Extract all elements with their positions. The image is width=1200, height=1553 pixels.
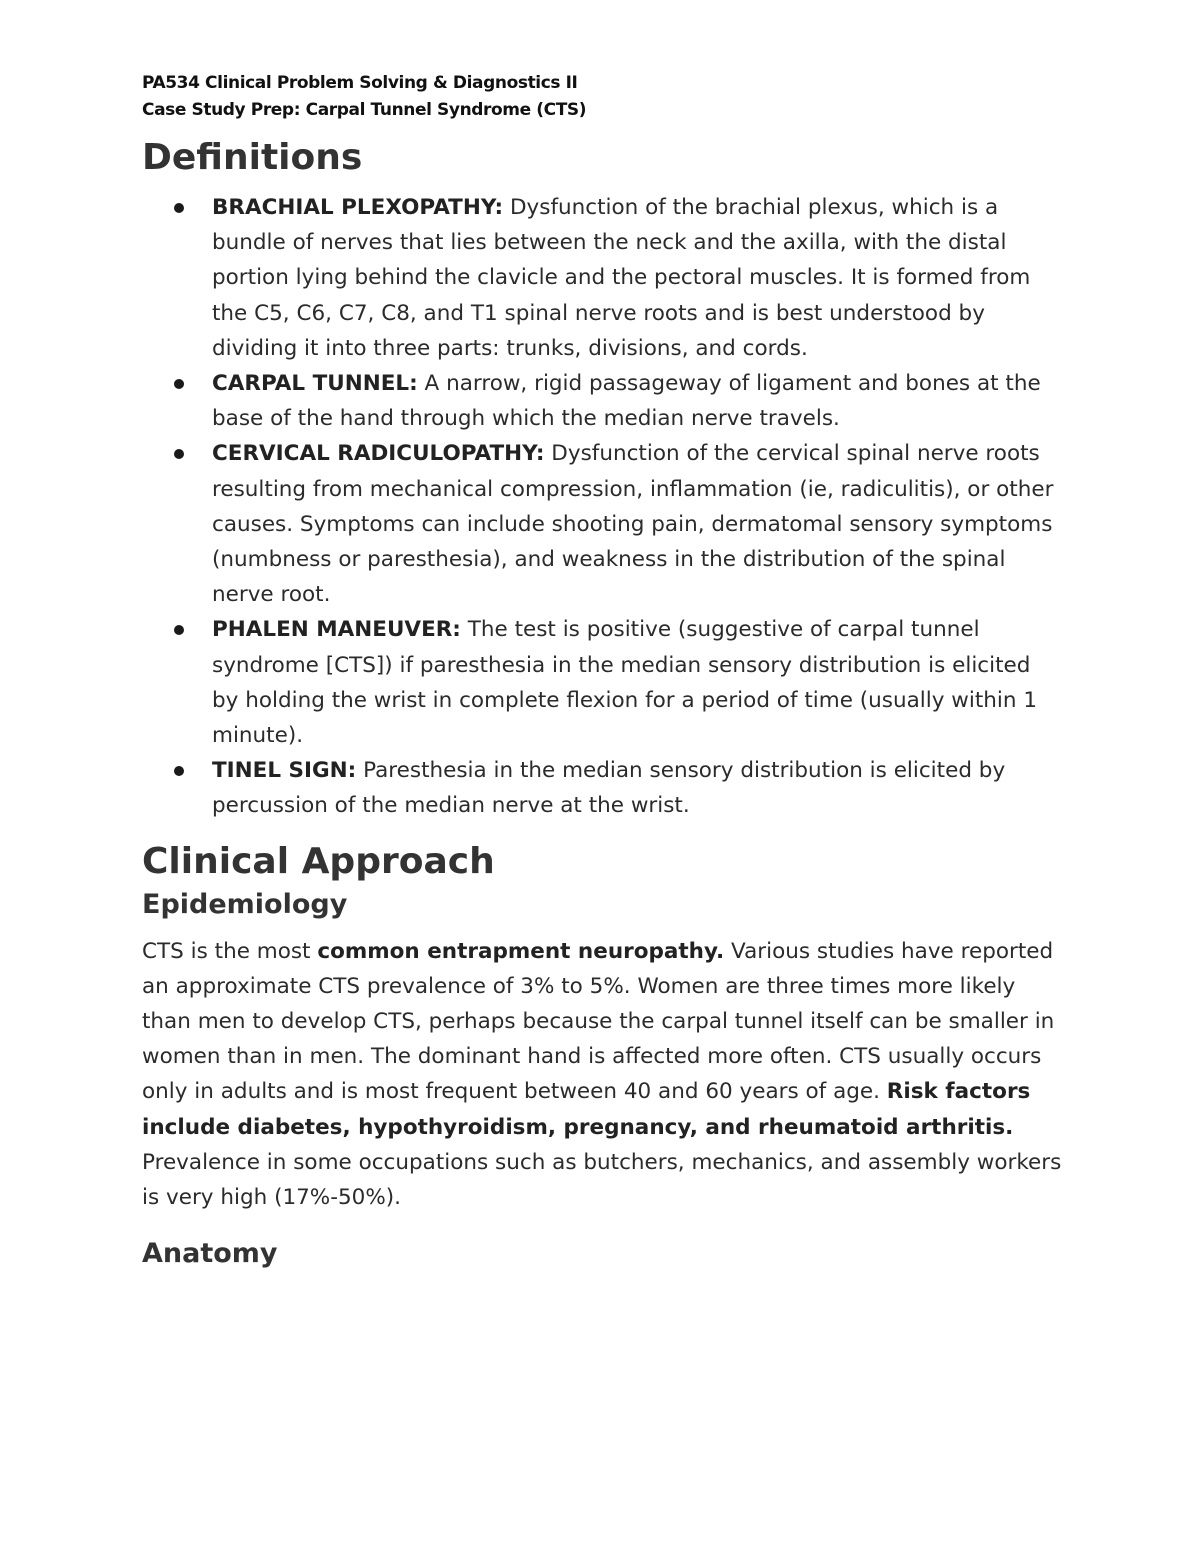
bullet-icon (174, 203, 184, 213)
definition-text: The test is positive (suggestive of carpal tunnel syndrome [CTS]) if paresthesia in the median sensory distribution is elicited by holding the wrist in complete flexion for a period of time (usually within 1 minute). (212, 617, 1038, 749)
course-title: PA534 Clinical Problem Solving & Diagnostics II (142, 73, 578, 93)
epidemiology-heading: Epidemiology (142, 888, 348, 920)
definition-text: A narrow, rigid passageway of ligament and bones at the base of the hand through which the median nerve travels. (212, 371, 1041, 432)
epidemiology-emphasis: common entrapment neuropathy. (317, 938, 725, 964)
definition-item (142, 366, 1062, 436)
definition-text: Dysfunction of the brachial plexus, which is a bundle of nerves that lies between the neck and the axilla, with the distal portion lying behind the clavicle and the pectoral muscles. It is formed from the C5, C6, C7, C8, and T1 spinal nerve roots and is best understood by dividing it into three parts: trunks, divisions, and cords. (212, 195, 1031, 361)
document-page (142, 70, 1062, 1271)
definition-term: BRACHIAL PLEXOPATHY: (212, 195, 504, 220)
epidemiology-text: Prevalence in some occupations such as butchers, mechanics, and assembly workers is very high (17%-50%). (142, 1149, 1062, 1211)
epidemiology-paragraph (142, 934, 1062, 1216)
definition-item (142, 612, 1062, 753)
definitions-list (142, 190, 1062, 824)
definition-term: CERVICAL RADICULOPATHY: (212, 441, 545, 467)
definition-term: PHALEN MANEUVER: (212, 617, 461, 643)
case-study-subtitle: Case Study Prep: Carpal Tunnel Syndrome (CTS) (142, 100, 587, 120)
definition-term: CARPAL TUNNEL: (212, 371, 418, 397)
clinical-approach-heading: Clinical Approach (142, 840, 495, 882)
definition-term: TINEL SIGN: (212, 758, 357, 784)
definition-item (142, 753, 1062, 823)
definition-text: Dysfunction of the cervical spinal nerve roots resulting from mechanical compression, inflammation (ie, radiculitis), or other causes. Symptoms can include shooting pain, dermatomal sensory symptoms (numbness or paresthesia), and weakness in the distribution of the spinal nerve root. (212, 441, 1054, 608)
epidemiology-text: CTS is the most (142, 938, 318, 964)
bullet-icon (174, 625, 184, 635)
epidemiology-text: Various studies have reported an approximate CTS prevalence of 3% to 5%. Women are three times more likely than men to develop CTS, perhaps because the carpal tunnel itself can be smaller in women than in men. The dominant hand is affected more often. CTS usually occurs only in adults and is most frequent between 40 and 60 years of age. (142, 938, 1055, 1105)
bullet-icon (174, 379, 184, 389)
definition-item (142, 436, 1062, 612)
risk-factors-emphasis: Risk factors include diabetes, hypothyroidism, pregnancy, and rheumatoid arthritis. (142, 1079, 1031, 1140)
anatomy-heading: Anatomy (142, 1238, 278, 1270)
definition-item (142, 190, 1062, 366)
bullet-icon (174, 766, 184, 776)
definitions-heading: Definitions (142, 137, 363, 178)
bullet-icon (174, 449, 184, 459)
definition-text: Paresthesia in the median sensory distribution is elicited by percussion of the median nerve at the wrist. (212, 758, 1006, 819)
